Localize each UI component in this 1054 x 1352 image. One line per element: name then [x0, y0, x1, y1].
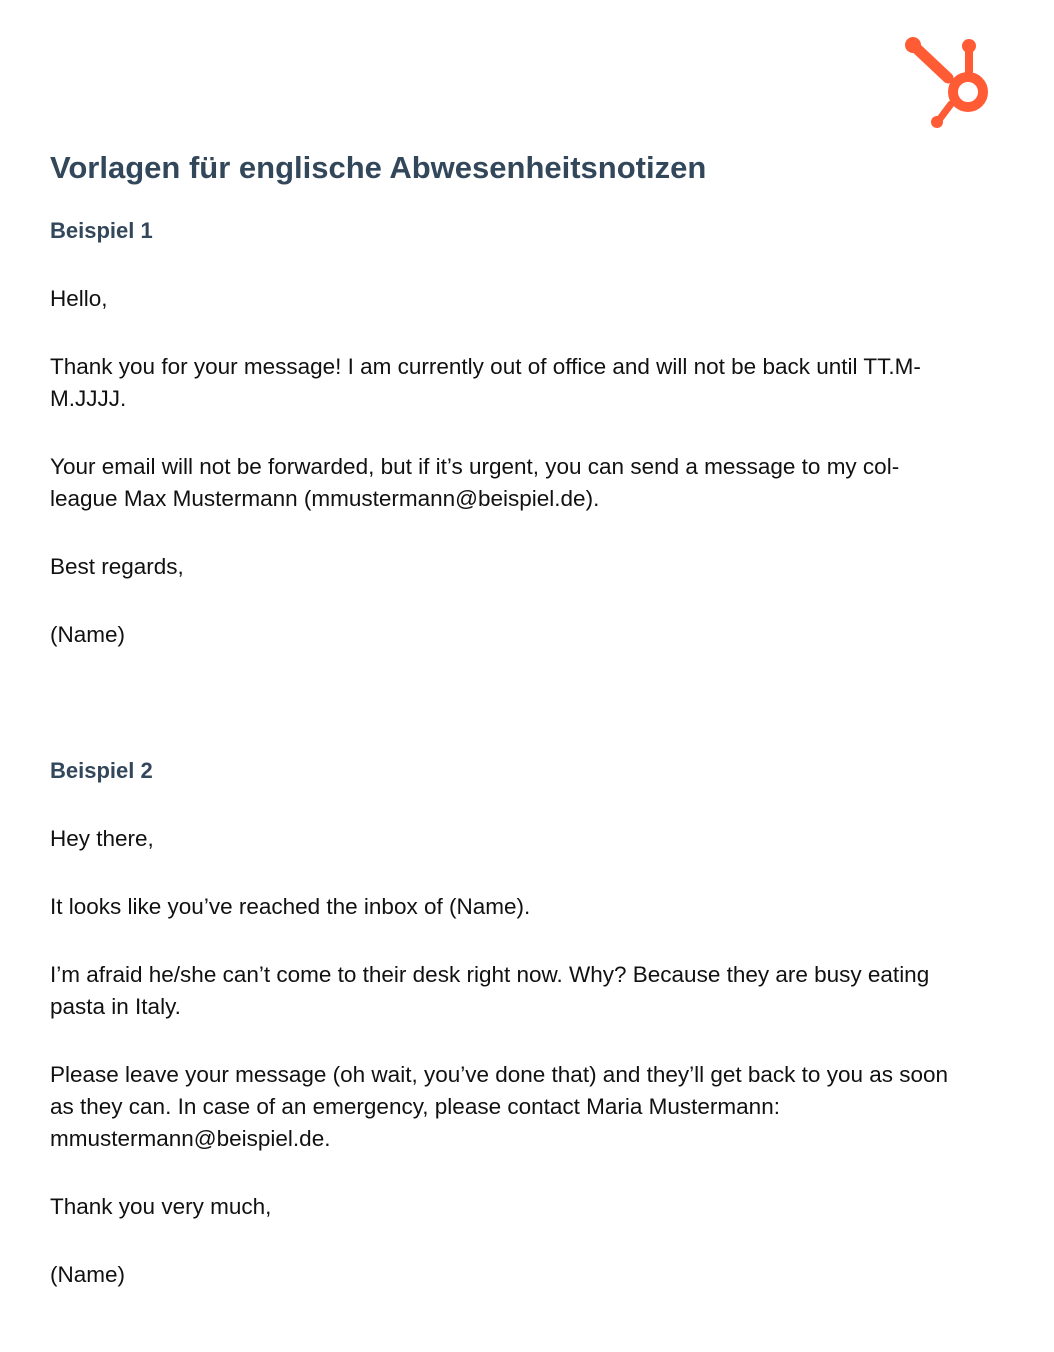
- hubspot-logo-icon: [900, 34, 996, 130]
- example-2-closing: Thank you very much,: [50, 1194, 272, 1219]
- example-1-greeting: Hello,: [50, 286, 108, 311]
- example-2-greeting: Hey there,: [50, 826, 154, 851]
- example-2-paragraph-2: I’m afraid he/she can’t come to their desk right now. Why? Because they are busy eating pasta in Italy.: [50, 962, 930, 1019]
- example-2-heading: Beispiel 2: [50, 758, 153, 783]
- example-2-paragraph-1: It looks like you’ve reached the inbox of (Name).: [50, 894, 531, 919]
- example-1-closing: Best regards,: [50, 554, 184, 579]
- example-1-paragraph-1: Thank you for your message! I am currently out of office and will not be back until TT.M- M.JJJJ.: [50, 354, 921, 411]
- document-title: Vorlagen für englische Abwesenheitsnotizen: [50, 150, 707, 185]
- example-1-signature: (Name): [50, 622, 126, 647]
- example-2-signature: (Name): [50, 1262, 126, 1287]
- example-1-heading: Beispiel 1: [50, 218, 153, 243]
- example-2-paragraph-3: Please leave your message (oh wait, you’ve done that) and they’ll get back to you as soon as they can. In case of an emergency, please contact Maria Mustermann: mmustermann@beispiel.de.: [50, 1062, 949, 1151]
- example-1-paragraph-2: Your email will not be forwarded, but if it’s urgent, you can send a message to my col- league Max Mustermann (mmustermann@beispiel.de).: [50, 454, 900, 511]
